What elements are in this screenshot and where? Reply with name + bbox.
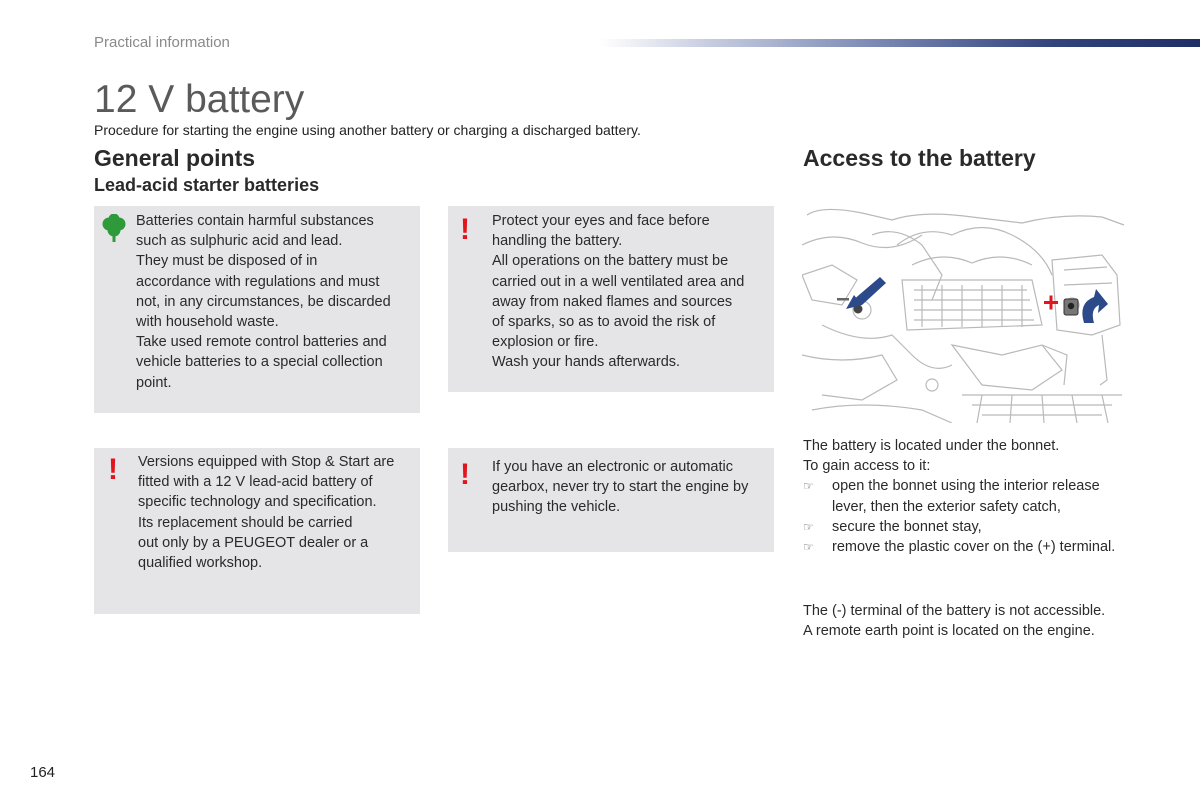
page-number: 164 <box>30 764 56 781</box>
text-line: qualified workshop. <box>138 555 263 572</box>
engine-compartment-illustration <box>802 205 1128 423</box>
text-line: carried out in a well ventilated area and <box>492 273 745 290</box>
access-steps-list <box>803 476 1115 557</box>
pointing-hand-icon: ☞ <box>803 479 814 494</box>
text-line: out only by a PEUGEOT dealer or a <box>138 534 369 551</box>
text-line: The (-) terminal of the battery is not accessible. <box>803 603 1106 619</box>
text-line: vehicle batteries to a special collection <box>136 354 383 371</box>
header-gradient-bar <box>600 39 1200 47</box>
text-line: gearbox, never try to start the engine by <box>492 479 749 496</box>
gearbox-warning-text <box>492 457 748 518</box>
eco-leaf-icon <box>102 214 126 244</box>
warning-exclamation-icon: ! <box>108 453 118 486</box>
text-line: explosion or fire. <box>492 334 599 351</box>
pointing-hand-icon: ☞ <box>803 519 814 534</box>
text-line: Its replacement should be carried <box>138 514 353 531</box>
stop-start-warning-text <box>138 452 394 573</box>
list-item <box>803 517 1115 537</box>
pointing-hand-icon: ☞ <box>803 540 814 555</box>
text-line: fitted with a 12 V lead-acid battery of <box>138 474 373 491</box>
text-line: such as sulphuric acid and lead. <box>136 233 343 250</box>
page-title: 12 V battery <box>94 78 305 121</box>
text-line: If you have an electronic or automatic <box>492 459 733 475</box>
warning-exclamation-icon: ! <box>460 213 470 246</box>
page-intro: Procedure for starting the engine using another battery or charging a discharged battery. <box>94 122 641 138</box>
text-line: with household waste. <box>136 314 279 331</box>
text-line: not, in any circumstances, be discarded <box>136 293 391 310</box>
environment-note-box <box>94 206 420 413</box>
text-line: A remote earth point is located on the engine. <box>803 623 1095 640</box>
text-line: point. <box>136 374 172 391</box>
section-header: Practical information <box>94 34 230 51</box>
text-line: They must be disposed of in <box>136 253 318 270</box>
earth-point-note <box>803 601 1105 641</box>
text-line: remove the plastic cover on the (+) terminal. <box>832 539 1116 556</box>
text-line: handling the battery. <box>492 233 623 250</box>
text-line: of sparks, so as to avoid the risk of <box>492 314 716 331</box>
general-points-heading: General points <box>94 145 256 171</box>
lead-acid-subheading: Lead-acid starter batteries <box>94 175 320 195</box>
text-line: Versions equipped with Stop & Start are <box>138 454 395 470</box>
text-line: lever, then the exterior safety catch, <box>832 498 1061 515</box>
text-line: pushing the vehicle. <box>492 499 621 516</box>
environment-note-text <box>136 211 391 393</box>
text-line: Protect your eyes and face before <box>492 213 710 229</box>
text-line: accordance with regulations and must <box>136 273 380 290</box>
list-item <box>803 537 1115 557</box>
text-line: secure the bonnet stay, <box>832 518 982 535</box>
warning-exclamation-icon: ! <box>460 458 470 491</box>
protection-warning-text <box>492 211 744 373</box>
text-line: Wash your hands afterwards. <box>492 354 681 371</box>
text-line: All operations on the battery must be <box>492 253 729 270</box>
text-line: The battery is located under the bonnet. <box>803 438 1060 454</box>
text-line: away from naked flames and sources <box>492 293 733 310</box>
stop-start-warning-box <box>94 448 420 614</box>
list-item <box>803 476 1115 516</box>
battery-location-text <box>803 436 1115 557</box>
access-battery-heading: Access to the battery <box>803 145 1036 171</box>
text-line: open the bonnet using the interior release <box>832 478 1100 495</box>
text-line: specific technology and specification. <box>138 494 377 511</box>
gearbox-warning-box <box>448 448 774 552</box>
protection-warning-box <box>448 206 774 392</box>
text-line: Batteries contain harmful substances <box>136 213 374 229</box>
text-line: To gain access to it: <box>803 458 931 475</box>
text-line: Take used remote control batteries and <box>136 334 387 351</box>
